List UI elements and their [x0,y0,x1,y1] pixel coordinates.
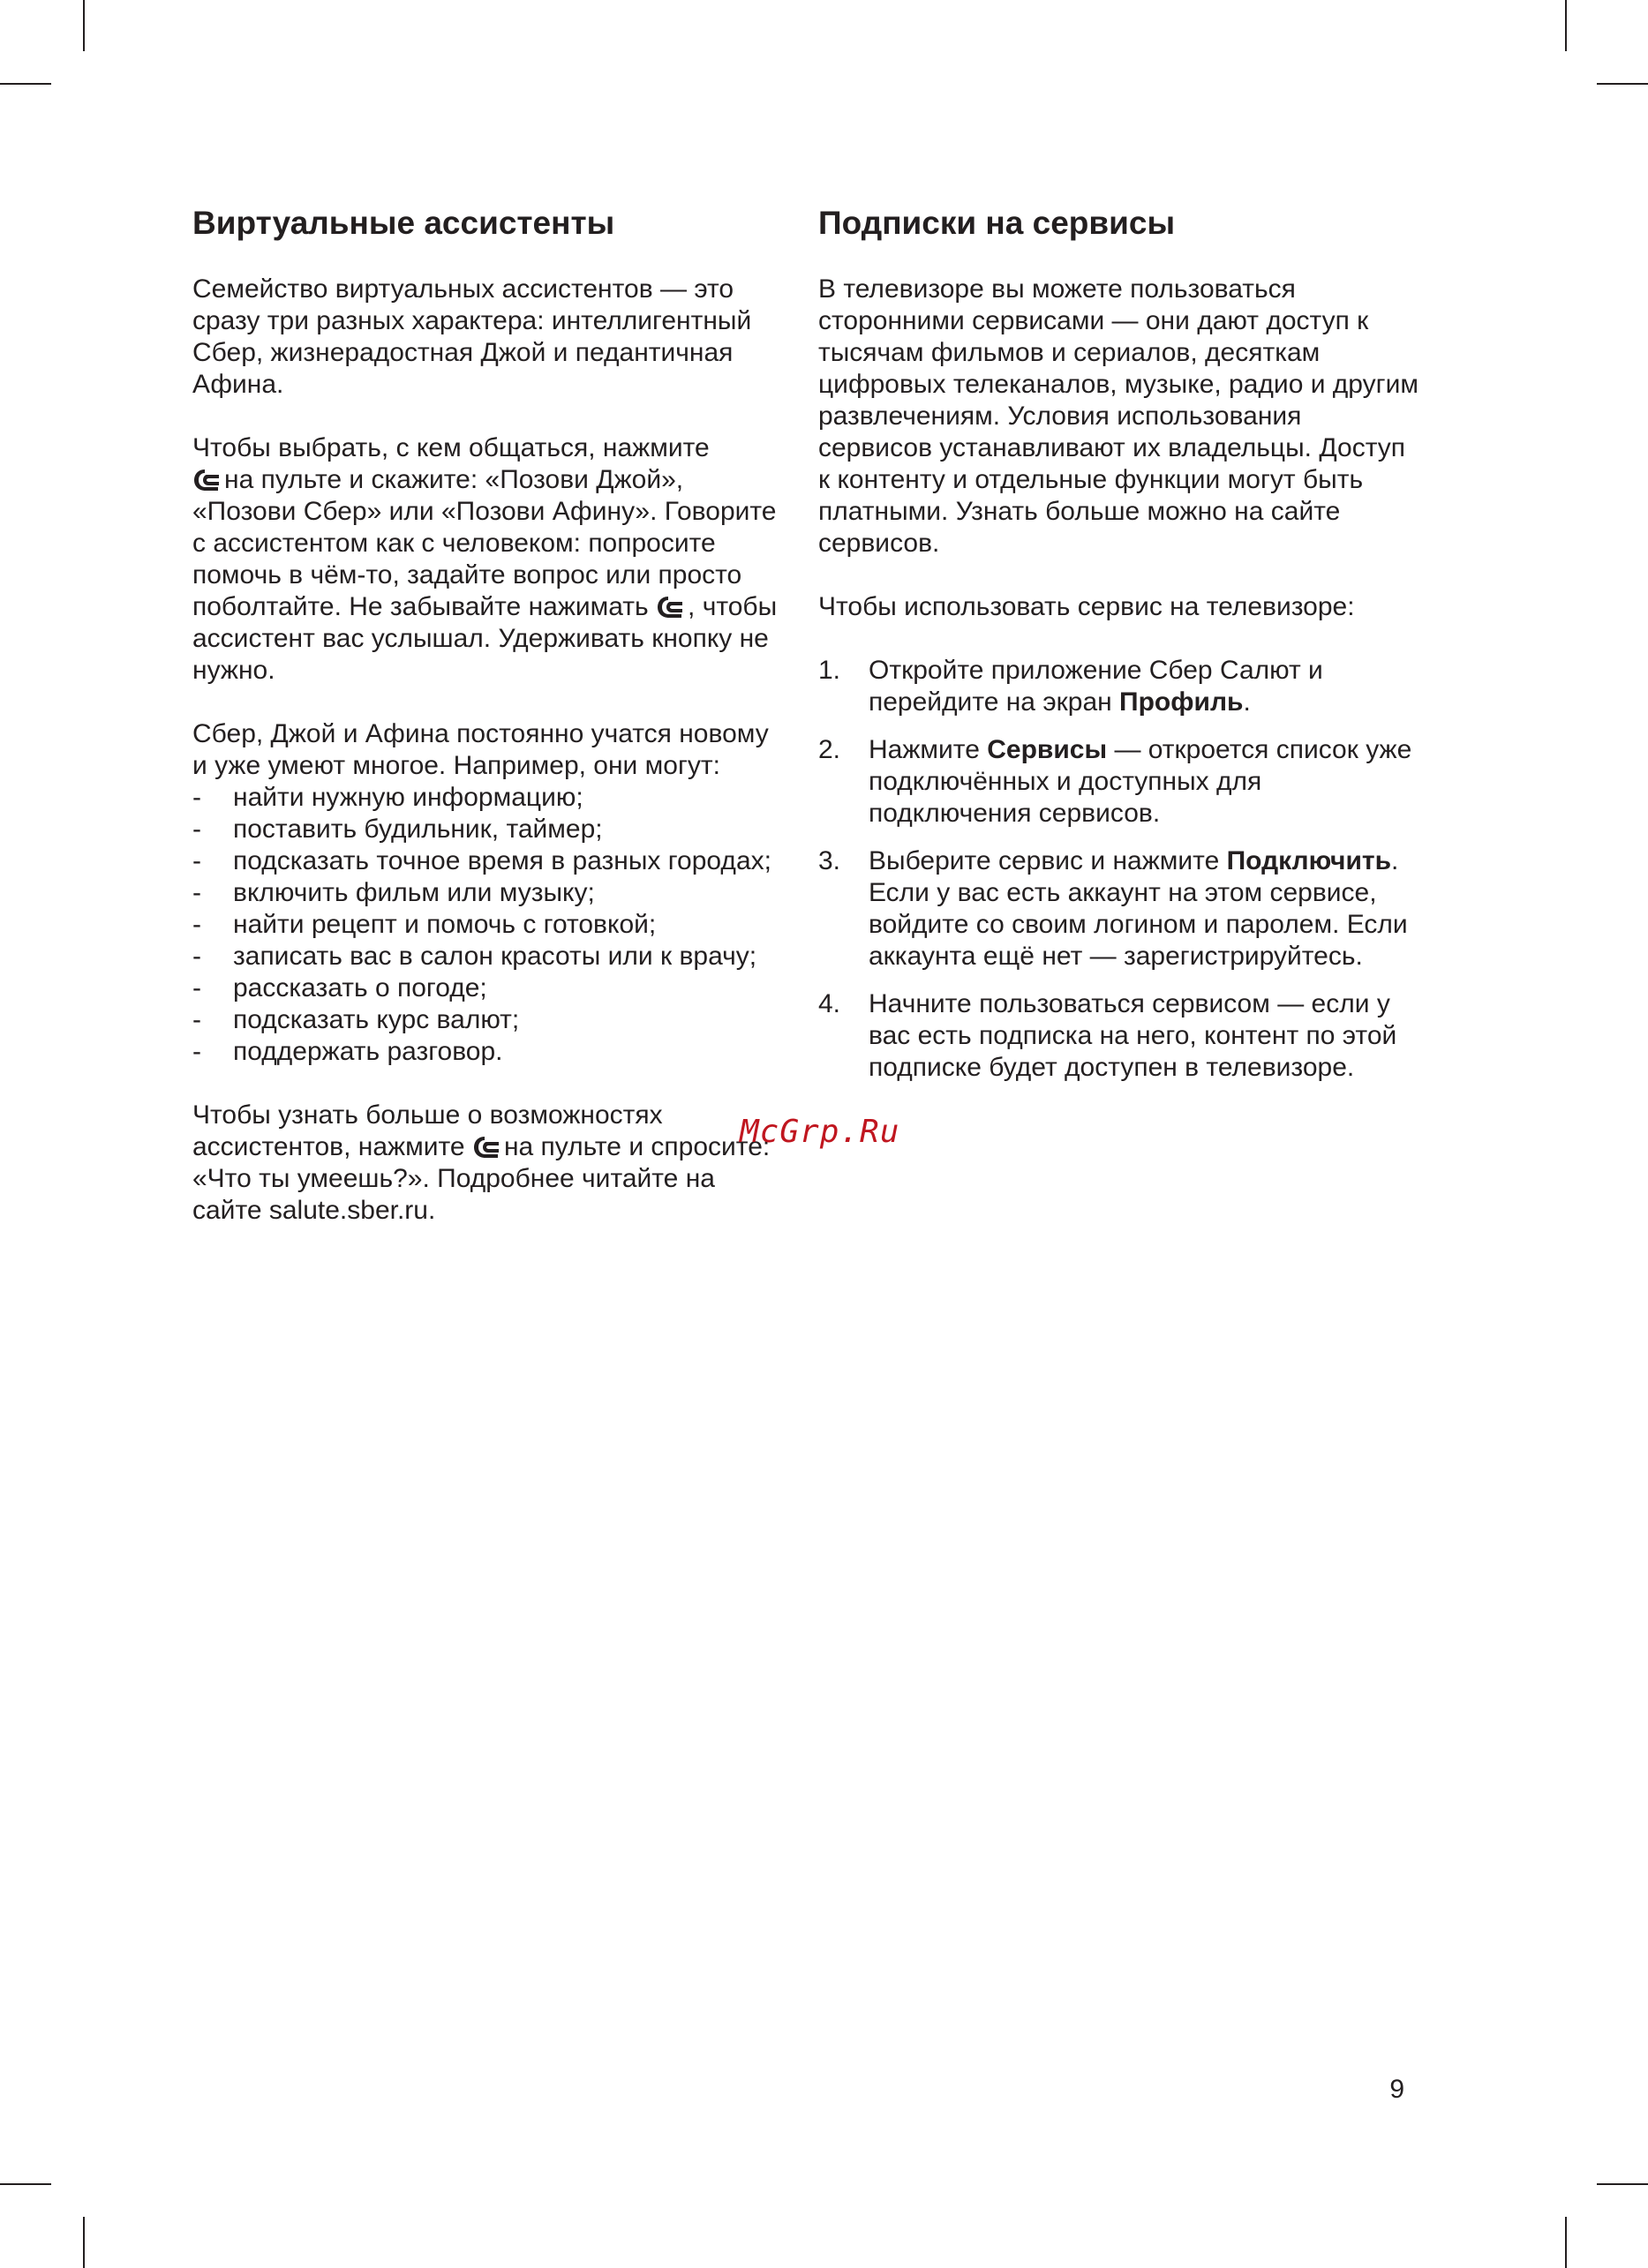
assistants-learn-more: Чтобы узнать больше о возможностях ассистентов, нажмите на пульте и спросите: «Что ты умеешь?». Подробнее читайте на сайте salute.sber.ru. [192,1100,771,1225]
subscription-steps [818,655,1418,1084]
assistants-intro: Семейство виртуальных ассистентов — это сразу три разных характера: интеллигентный Сбер, жизнерадостная Джой и педантичная Афина. [192,274,752,399]
assistant-voice-icon [656,594,686,620]
crop-mark [0,83,51,85]
list-item: - найти нужную информацию; [192,782,784,814]
list-item: - записать вас в салон красоты или к врачу; [192,941,784,973]
subscriptions-intro: В телевизоре вы можете пользоваться сторонними сервисами — они дают доступ к тысячам фильмов и сериалов, десяткам цифровых телеканалов, музыке, радио и другим развлечениям. Условия использования сервисов устанавливают их владельцы. Доступ к контенту и отдельные функции могут быть платными. Узнать больше можно на сайте сервисов. [818,274,1418,558]
step-item: 4. Начните пользоваться сервисом — если у вас есть подписка на него, контент по этой подписке будет доступен в телевизоре. [818,989,1397,1082]
crop-mark [1597,2183,1648,2185]
subscriptions-steps-intro: Чтобы использовать сервис на телевизоре: [818,592,1355,621]
list-item: - рассказать о погоде; [192,973,784,1004]
step-item: 3. Выберите сервис и нажмите Подключить. Если у вас есть аккаунт на этом сервисе, войдите со своим логином и паролем. Если аккаунта ещё нет — зарегистрируйтесь. [818,846,1408,971]
assistant-voice-icon [192,467,222,493]
subscriptions-section [818,203,1418,1100]
list-item: - подсказать курс валют; [192,1004,784,1036]
list-item: - включить фильм или музыку; [192,877,784,909]
assistants-section [192,203,784,1258]
watermark: McGrp.Ru [740,1114,900,1150]
page-number: 9 [1389,2075,1404,2104]
step-item: 1. Откройте приложение Сбер Салют и перейдите на экран Профиль. [818,656,1323,717]
list-item: - поставить будильник, таймер; [192,814,784,845]
crop-mark [83,0,85,51]
assistant-voice-icon [472,1134,502,1160]
assistants-abilities-intro: Сбер, Джой и Афина постоянно учатся новому и уже умеют многое. Например, они могут: [192,719,769,780]
crop-mark [1565,0,1567,51]
crop-mark [1565,2217,1567,2268]
crop-mark [0,2183,51,2185]
subscriptions-title: Подписки на сервисы [818,205,1176,241]
step-item: 2. Нажмите Сервисы — откроется список уже подключённых и доступных для подключения сервисов. [818,735,1412,828]
crop-mark [83,2217,85,2268]
assistants-title: Виртуальные ассистенты [192,205,615,241]
list-item: - поддержать разговор. [192,1036,784,1068]
abilities-list [192,782,784,1068]
crop-mark [1597,83,1648,85]
list-item: - подсказать точное время в разных городах; [192,845,784,877]
assistants-how-to: Чтобы выбрать, с кем общаться, нажмите на пульте и скажите: «Позови Джой», «Позови Сбер» или «Позови Афину». Говорите с ассистентом как с человеком: попросите помочь в чём-то, задайте вопрос или просто поболтайте. Не забывайте нажимать , чтобы ассистент вас услышал. Удерживать кнопку не нужно. [192,433,778,685]
list-item: - найти рецепт и помочь с готовкой; [192,909,784,941]
